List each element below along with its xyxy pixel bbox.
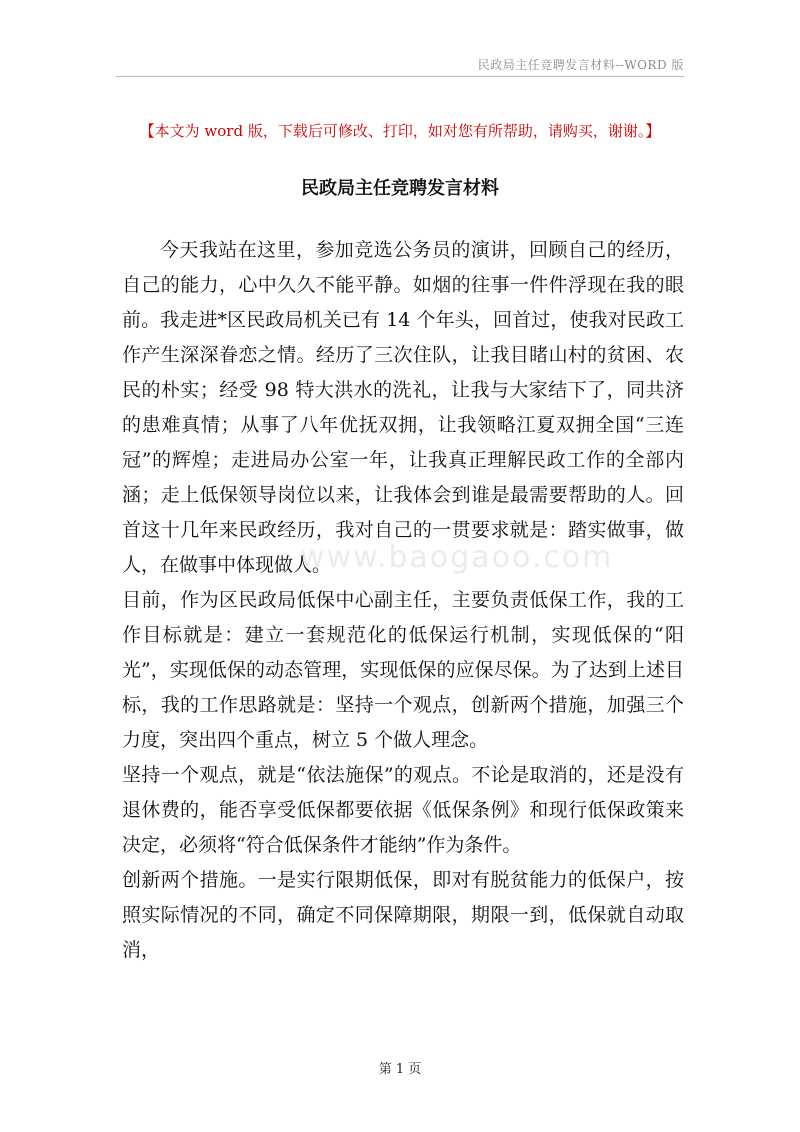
document-body: [122, 233, 684, 968]
paragraph-1: 今天我站在这里，参加竞选公务员的演讲，回顾自己的经历，自己的能力，心中久久不能平静。如烟的往事一件件浮现在我的眼前。我走进*区民政局机关已有 14 个年头，回首过，使我对民政工作产生深深眷恋之情。经历了三次住队，让我目睹山村的贫困、农民的朴实；经受 98 特大洪水的洗礼，让我与大家结下了，同共济的患难真情；从事了八年优抚双拥，让我领略江夏双拥全国“三连冠”的辉煌；走进局办公室一年，让我真正理解民政工作的全部内涵；走上低保领导岗位以来，让我体会到谁是最需要帮助的人。回首这十几年来民政经历，我对自己的一贯要求就是：踏实做事，做人，在做事中体现做人。: [122, 239, 684, 576]
page-header: 民政局主任竞聘发言材料--WORD 版: [477, 58, 684, 72]
paragraph-4: 创新两个措施。一是实行限期低保，即对有脱贫能力的低保户，按照实际情况的不同，确定不同保障期限，期限一到，低保就自动取消，: [122, 869, 684, 961]
paragraph-2: 目前，作为区民政局低保中心副主任，主要负责低保工作，我的工作目标就是：建立一套规范化的低保运行机制，实现低保的“阳光”，实现低保的动态管理，实现低保的应保尽保。为了达到上述目标，我的工作思路就是：坚持一个观点，创新两个措施，加强三个力度，突出四个重点，树立 5 个做人理念。: [122, 589, 684, 751]
document-title: 民政局主任竞聘发言材料: [301, 178, 499, 199]
paragraph-3: 坚持一个观点，就是“依法施保”的观点。不论是取消的，还是没有退休费的，能否享受低保都要依据《低保条例》和现行低保政策来决定，必须将“符合低保条件才能纳”作为条件。: [122, 764, 684, 856]
header-divider: [116, 76, 684, 77]
purchase-notice: 【本文为 word 版，下载后可修改、打印，如对您有所帮助，请购买，谢谢。】: [139, 122, 661, 140]
watermark: www.baogaoo.com: [300, 540, 614, 575]
page-number: 第 1 页: [378, 1062, 422, 1077]
